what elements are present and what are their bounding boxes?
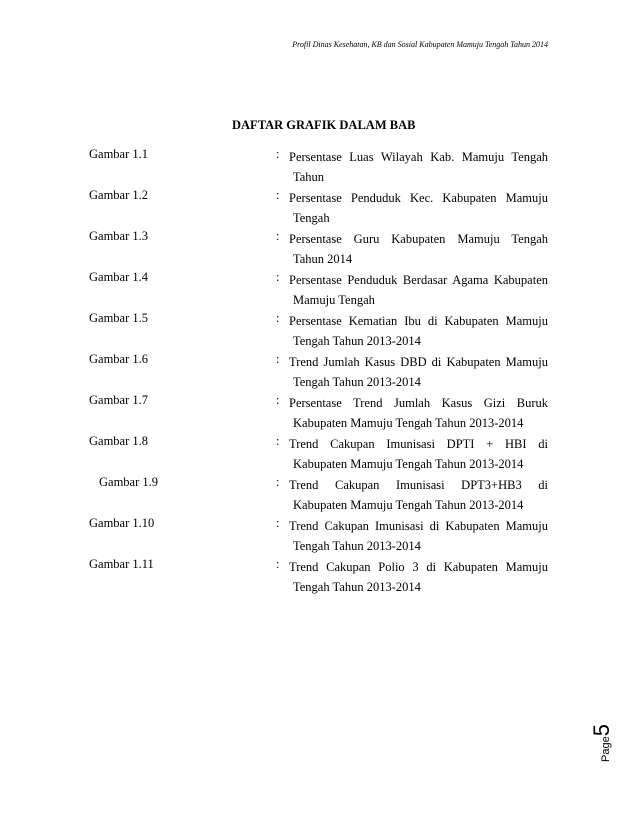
description-line-2: Kabupaten Mamuju Tengah Tahun 2013-2014 — [293, 457, 524, 471]
figure-description — [289, 311, 548, 351]
page-number — [589, 690, 623, 770]
figure-description — [289, 393, 548, 433]
list-item — [0, 393, 638, 434]
description-line-1: Trend Cakupan Polio 3 di Kabupaten Mamuju — [289, 560, 548, 574]
separator-colon: : — [276, 516, 280, 530]
separator-colon: : — [276, 434, 280, 448]
list-item — [0, 557, 638, 598]
description-line-1: Trend Cakupan Imunisasi di Kabupaten Mamuju — [289, 519, 548, 533]
separator-colon: : — [276, 311, 280, 325]
list-item — [0, 516, 638, 557]
description-line-2: Tahun — [293, 170, 325, 184]
figure-description — [289, 270, 548, 310]
description-line-2: Tengah Tahun 2013-2014 — [293, 334, 421, 348]
description-line-2: Kabupaten Mamuju Tengah Tahun 2013-2014 — [293, 498, 524, 512]
separator-colon: : — [276, 188, 280, 202]
separator-colon: : — [276, 270, 280, 284]
list-item — [0, 229, 638, 270]
figure-list — [0, 147, 638, 598]
figure-label: Gambar 1.3 — [89, 229, 149, 243]
list-item — [0, 475, 638, 516]
figure-description — [289, 557, 548, 597]
description-line-1: Persentase Penduduk Kec. Kabupaten Mamuju — [289, 191, 548, 205]
separator-colon: : — [276, 147, 280, 161]
figure-description — [289, 516, 548, 556]
page-word: Page — [600, 736, 612, 762]
separator-colon: : — [276, 229, 280, 243]
list-item — [0, 434, 638, 475]
list-item — [0, 311, 638, 352]
description-line-1: Trend Jumlah Kasus DBD di Kabupaten Mamuju — [289, 355, 548, 369]
description-line-2: Tengah Tahun 2013-2014 — [293, 539, 421, 553]
description-line-1: Trend Cakupan Imunisasi DPTI + HBI di — [289, 437, 548, 451]
list-item — [0, 188, 638, 229]
description-line-2: Tengah Tahun 2013-2014 — [293, 375, 421, 389]
figure-label: Gambar 1.8 — [89, 434, 149, 448]
description-line-1: Trend Cakupan Imunisasi DPT3+HB3 di — [289, 478, 548, 492]
figure-description — [289, 147, 548, 187]
list-item — [0, 147, 638, 188]
description-line-2: Kabupaten Mamuju Tengah Tahun 2013-2014 — [293, 416, 524, 430]
page-number-value: 5 — [589, 724, 614, 737]
description-line-2: Tahun 2014 — [293, 252, 353, 266]
figure-label: Gambar 1.2 — [89, 188, 149, 202]
description-line-1: Persentase Kematian Ibu di Kabupaten Mamuju — [289, 314, 548, 328]
running-header: Profil Dinas Kesehatan, KB dan Sosial Kabupaten Mamuju Tengah Tahun 2014 — [292, 40, 548, 49]
figure-label: Gambar 1.10 — [89, 516, 155, 530]
figure-label: Gambar 1.1 — [89, 147, 149, 161]
figure-label: Gambar 1.9 — [99, 475, 159, 489]
figure-label: Gambar 1.5 — [89, 311, 149, 325]
separator-colon: : — [276, 352, 280, 366]
description-line-1: Persentase Luas Wilayah Kab. Mamuju Tengah — [289, 150, 548, 164]
separator-colon: : — [276, 475, 280, 489]
description-line-2: Mamuju Tengah — [293, 293, 375, 307]
figure-label: Gambar 1.7 — [89, 393, 149, 407]
figure-description — [289, 188, 548, 228]
figure-description — [289, 229, 548, 269]
description-line-1: Persentase Penduduk Berdasar Agama Kabupaten — [289, 273, 548, 287]
description-line-2: Tengah — [293, 211, 330, 225]
figure-label: Gambar 1.4 — [89, 270, 149, 284]
list-item — [0, 352, 638, 393]
figure-description — [289, 352, 548, 392]
figure-description — [289, 434, 548, 474]
description-line-1: Persentase Trend Jumlah Kasus Gizi Buruk — [289, 396, 548, 410]
separator-colon: : — [276, 393, 280, 407]
figure-label: Gambar 1.11 — [89, 557, 154, 571]
figure-description — [289, 475, 548, 515]
list-item — [0, 270, 638, 311]
description-line-1: Persentase Guru Kabupaten Mamuju Tengah — [289, 232, 548, 246]
description-line-2: Tengah Tahun 2013-2014 — [293, 580, 421, 594]
separator-colon: : — [276, 557, 280, 571]
page-title: DAFTAR GRAFIK DALAM BAB — [232, 118, 416, 132]
figure-label: Gambar 1.6 — [89, 352, 149, 366]
